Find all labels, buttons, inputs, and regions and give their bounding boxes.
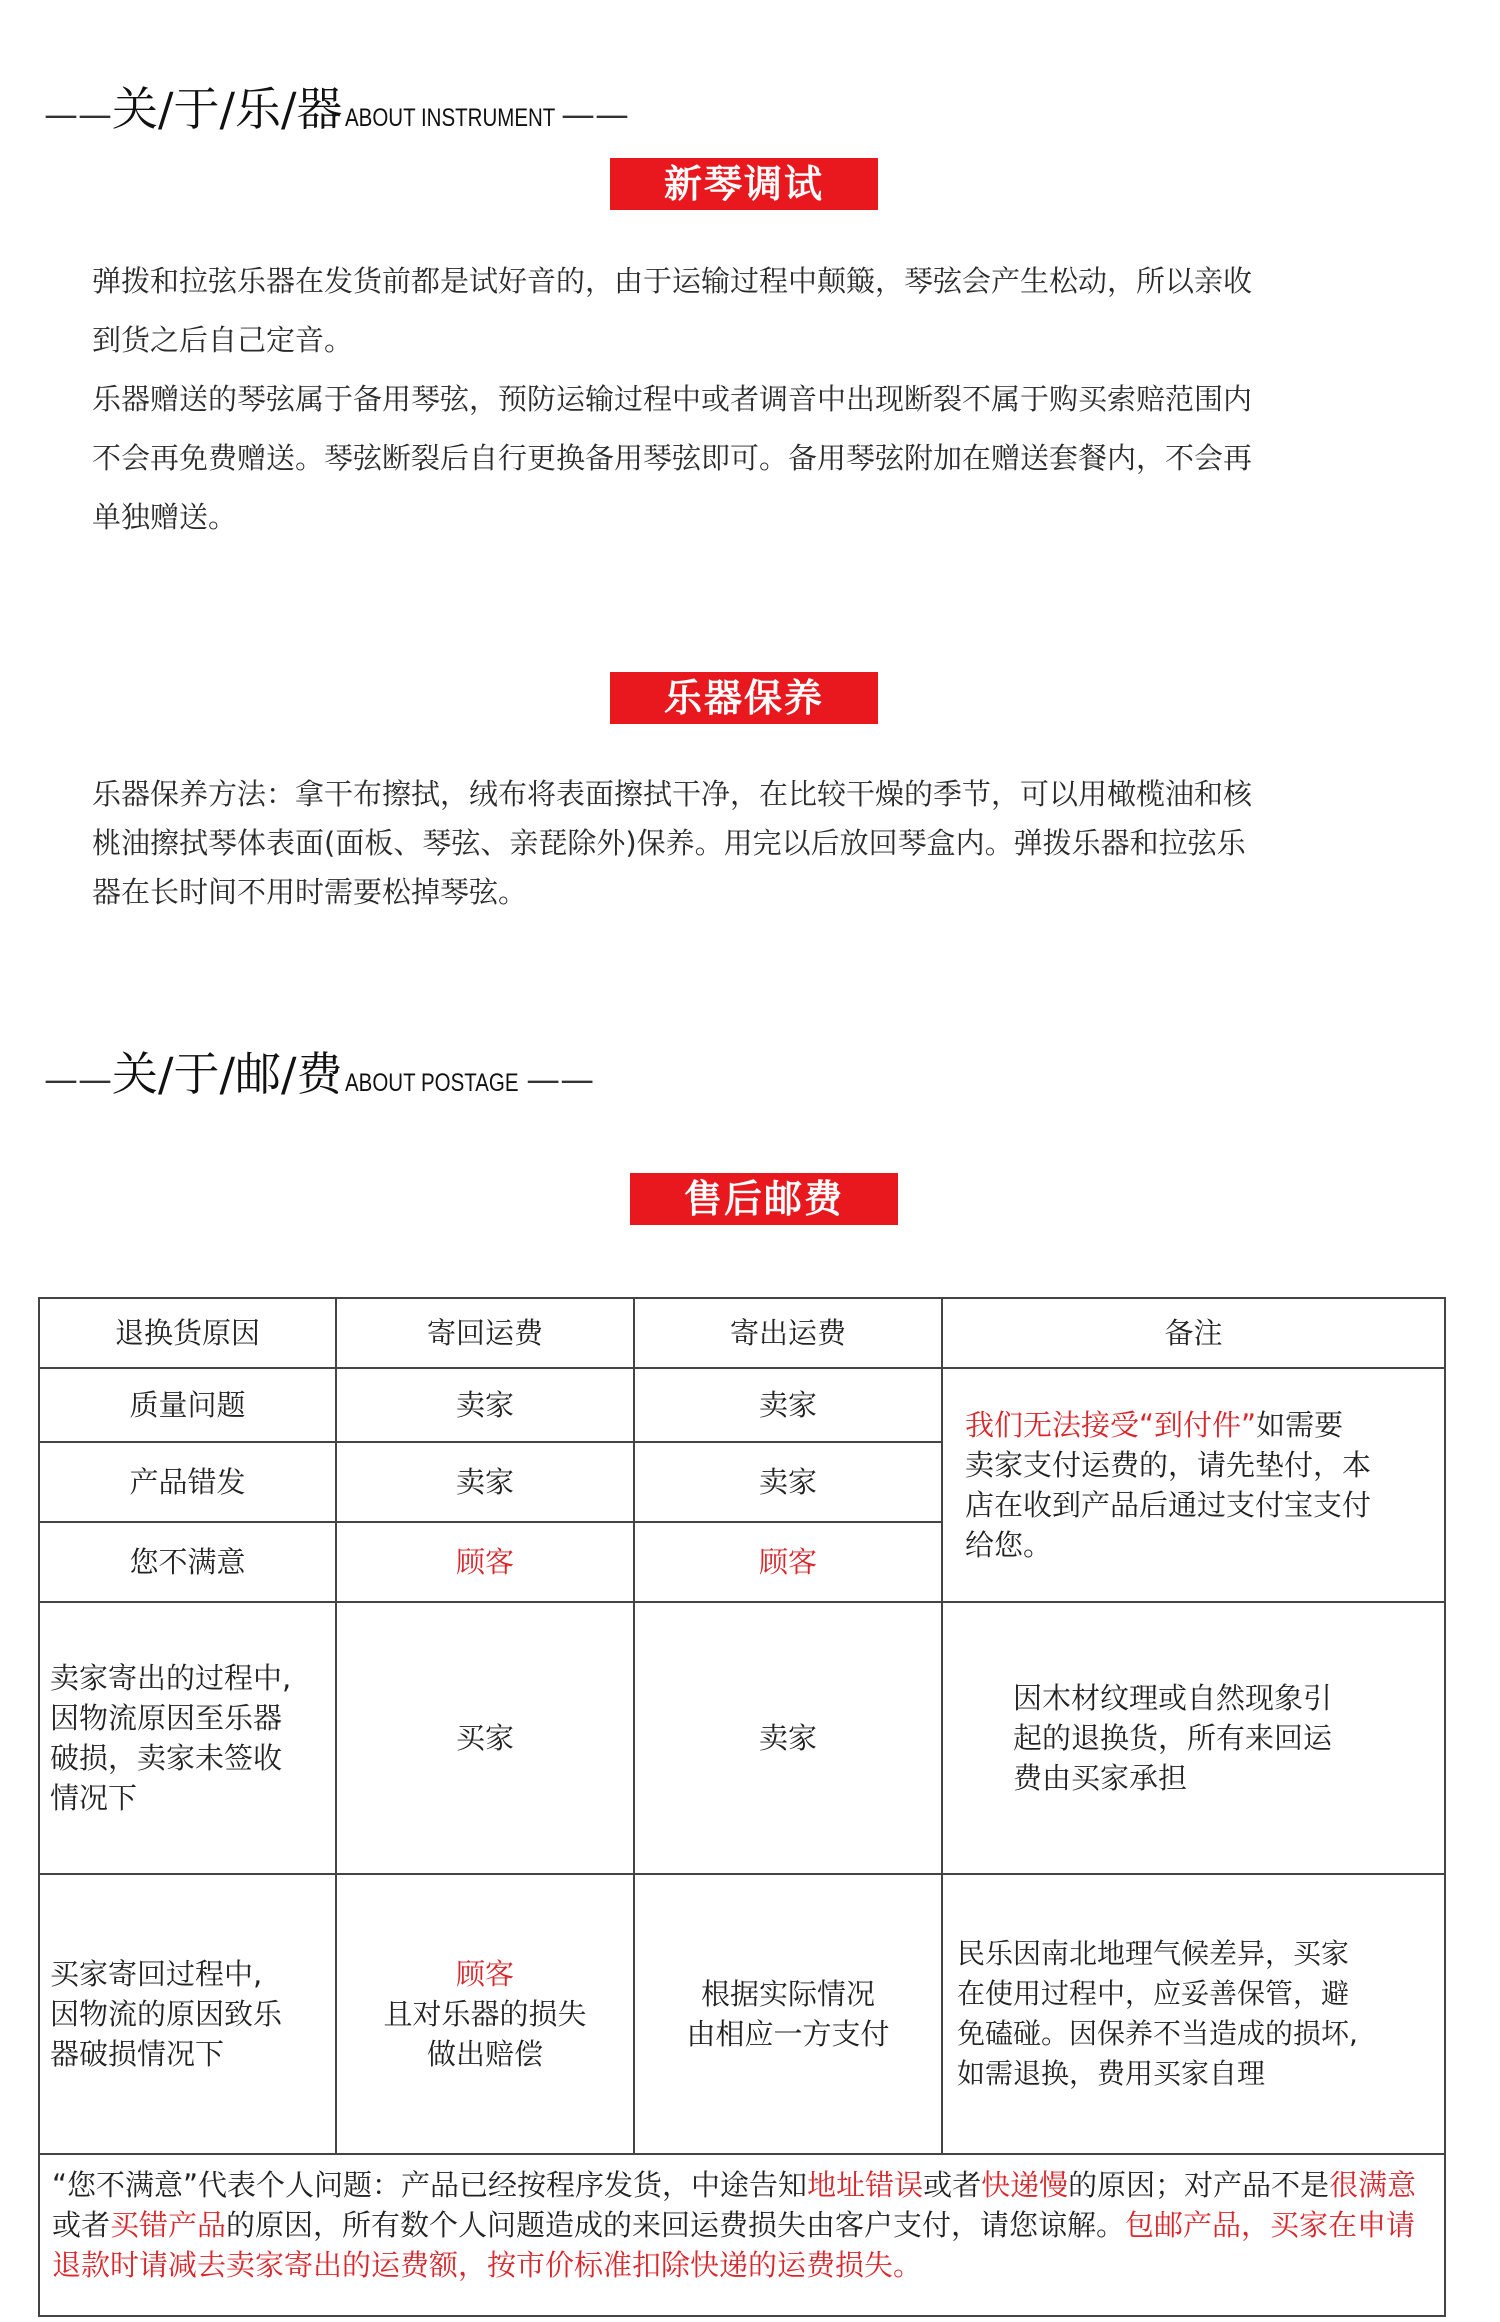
cell-line: 由相应一方支付 (686, 2017, 890, 2051)
footer-text: 或者 (52, 2208, 111, 2242)
heading-dash-right: —— (526, 1060, 595, 1100)
cell-line: 因物流的原因致乐 (50, 1997, 283, 2031)
customer-label: 顾客 (455, 1957, 514, 1991)
note-text: 如需要 (1256, 1408, 1344, 1442)
send-fee-cell: 卖家 (634, 1442, 942, 1522)
cell-line: 在使用过程中，应妥善保管，避 (957, 1977, 1350, 2010)
heading-title-cn: 关/于/邮/费 (112, 1047, 343, 1101)
text-line: 乐器赠送的琴弦属于备用琴弦，预防运输过程中或者调音中出现断裂不属于购买索赔范围内 (92, 382, 1253, 416)
cell-line: 卖家寄出的过程中, (50, 1661, 292, 1695)
cell-line: 破损，卖家未签收 (50, 1741, 283, 1775)
footer-text: 的原因，所有数个人问题造成的来回运费损失由客户支付，请您谅解。 (226, 2208, 1126, 2242)
heading-title-cn: 关/于/乐/器 (112, 82, 343, 136)
about-postage-heading (44, 1040, 594, 1100)
table-row (39, 1874, 1445, 2154)
table-footer-row (39, 2154, 1445, 2316)
send-fee-cell: 卖家 (634, 1602, 942, 1874)
heading-dash-left: —— (44, 1060, 112, 1100)
cell-line: 且对乐器的损失 (383, 1997, 587, 2031)
note-cell (942, 1874, 1445, 2154)
care-text (92, 770, 1452, 917)
footer-text: 或者 (923, 2168, 982, 2202)
heading-title-en: ABOUT POSTAGE (344, 1069, 519, 1097)
table-header-row (39, 1298, 1445, 1368)
reason-cell: 质量问题 (39, 1368, 336, 1442)
no-cod-note: 我们无法接受“到付件” (965, 1408, 1257, 1442)
note-cell (942, 1602, 1445, 1874)
tuning-text (92, 252, 1452, 547)
send-fee-cell: 卖家 (634, 1368, 942, 1442)
cell-line: 民乐因南北地理气候差异，买家 (957, 1937, 1350, 1970)
return-fee-cell (336, 1874, 634, 2154)
cell-line: 费由买家承担 (1013, 1761, 1188, 1795)
header-note: 备注 (942, 1298, 1445, 1368)
text-line: 乐器保养方法：拿干布擦拭，绒布将表面擦拭干净，在比较干燥的季节，可以用橄榄油和核 (92, 777, 1253, 811)
care-banner: 乐器保养 (610, 672, 878, 724)
send-fee-cell (634, 1874, 942, 2154)
footer-text: 的原因；对产品不是 (1068, 2168, 1330, 2202)
reason-cell: 您不满意 (39, 1522, 336, 1602)
cell-line: 免磕碰。因保养不当造成的损坏, (957, 2017, 1358, 2050)
footer-highlight: 很满意 (1329, 2168, 1417, 2202)
cell-line: 器破损情况下 (50, 2037, 225, 2071)
header-send-fee: 寄出运费 (634, 1298, 942, 1368)
footer-highlight: 包邮产品，买家在申请退款时请减去卖家寄出的运费额，按市价标准扣除快递的运费损失。 (52, 2208, 1416, 2282)
tuning-banner: 新琴调试 (610, 158, 878, 210)
table-row (39, 1602, 1445, 1874)
cell-line: 根据实际情况 (700, 1977, 875, 2011)
footer-highlight: 地址错误 (807, 2168, 924, 2202)
footer-text: “您不满意”代表个人问题：产品已经按程序发货，中途告知 (52, 2168, 808, 2202)
text-line: 不会再免费赠送。琴弦断裂后自行更换备用琴弦即可。备用琴弦附加在赠送套餐内，不会再 (92, 441, 1253, 475)
return-fee-cell: 买家 (336, 1602, 634, 1874)
text-line: 弹拨和拉弦乐器在发货前都是试好音的，由于运输过程中颠簸，琴弦会产生松动，所以亲收 (92, 264, 1253, 298)
reason-cell: 产品错发 (39, 1442, 336, 1522)
cell-line: 如需退换，费用买家自理 (957, 2057, 1266, 2090)
postage-table (38, 1297, 1446, 2317)
text-line: 单独赠送。 (92, 500, 238, 534)
reason-cell (39, 1602, 336, 1874)
return-fee-cell: 卖家 (336, 1442, 634, 1522)
heading-dash-left: —— (44, 95, 112, 135)
send-fee-cell: 顾客 (634, 1522, 942, 1602)
footer-highlight: 买错产品 (110, 2208, 227, 2242)
heading-dash-right: —— (561, 95, 629, 135)
merged-note-cell (942, 1368, 1445, 1602)
cell-line: 起的退换货，所有来回运 (1013, 1721, 1333, 1755)
header-return-fee: 寄回运费 (336, 1298, 634, 1368)
return-fee-cell: 顾客 (336, 1522, 634, 1602)
text-line: 器在长时间不用时需要松掉琴弦。 (92, 875, 528, 909)
return-fee-cell: 卖家 (336, 1368, 634, 1442)
cell-line: 买家寄回过程中, (50, 1957, 263, 1991)
postage-banner: 售后邮费 (630, 1173, 898, 1225)
about-instrument-heading (44, 75, 629, 135)
cell-line: 因物流原因至乐器 (50, 1701, 283, 1735)
cell-line: 做出赔偿 (426, 2037, 543, 2071)
text-line: 桃油擦拭琴体表面(面板、琴弦、亲琵除外)保养。用完以后放回琴盒内。弹拨乐器和拉弦乐 (92, 826, 1246, 860)
note-text: 卖家支付运费的，请先垫付，本 (965, 1448, 1372, 1482)
footer-note (39, 2154, 1445, 2316)
table-row (39, 1368, 1445, 1442)
header-reason: 退换货原因 (39, 1298, 336, 1368)
cell-line: 情况下 (50, 1781, 138, 1815)
text-line: 到货之后自己定音。 (92, 323, 354, 357)
reason-cell (39, 1874, 336, 2154)
heading-title-en: ABOUT INSTRUMENT (344, 104, 555, 132)
note-text: 给您。 (965, 1528, 1053, 1562)
footer-highlight: 快递慢 (981, 2168, 1069, 2202)
cell-line: 因木材纹理或自然现象引 (1013, 1681, 1333, 1715)
note-text: 店在收到产品后通过支付宝支付 (965, 1488, 1372, 1522)
